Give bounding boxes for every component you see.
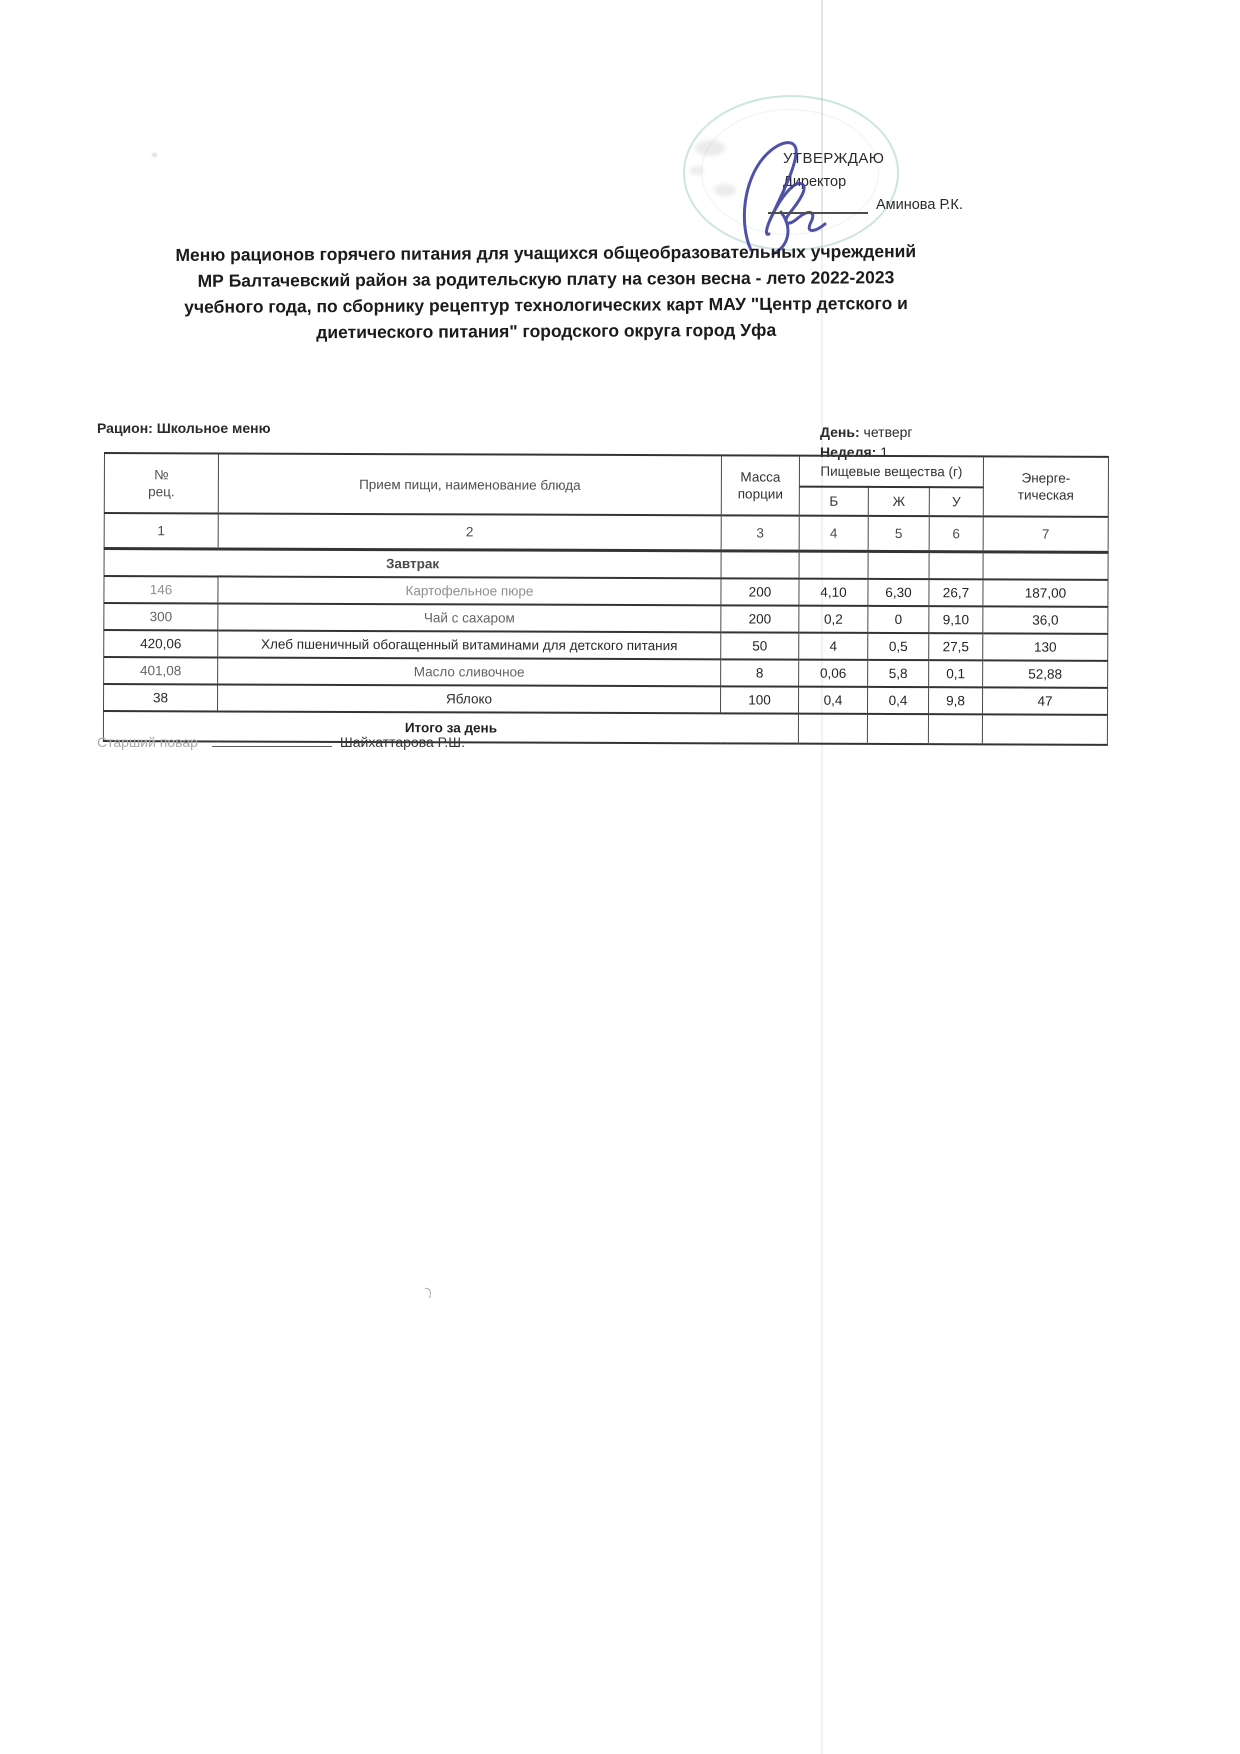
protein-value: 0,06: [799, 660, 868, 687]
recipe-no: 401,08: [104, 657, 218, 684]
chef-signature-block: [97, 734, 465, 750]
carbs-value: 27,5: [929, 633, 983, 660]
col-header-mass: [721, 455, 799, 515]
table-cell-empty: [798, 714, 867, 744]
day-line: [820, 424, 913, 440]
total-label: Итого за день: [103, 711, 798, 744]
col-number-4: 4: [799, 516, 868, 551]
col-header-energy-line2: тическая: [1017, 487, 1074, 503]
approver-name: Аминова Р.К.: [876, 197, 963, 213]
fat-value: 5,8: [868, 660, 929, 687]
fat-value: 0,5: [868, 633, 929, 660]
table-cell-empty: [928, 714, 982, 744]
mass-value: 50: [721, 632, 799, 659]
col-number-1: 1: [104, 513, 218, 548]
ration-line: [97, 420, 271, 436]
table-row: [104, 657, 1108, 688]
recipe-no: 38: [104, 684, 218, 711]
col-header-mass-line2: порции: [737, 486, 783, 502]
protein-value: 4,10: [799, 579, 868, 606]
menu-table-zone: [103, 452, 1108, 746]
carbs-value: 26,7: [929, 579, 983, 606]
energy-value: 130: [983, 633, 1108, 660]
col-header-recipe-no-line1: №: [154, 467, 169, 483]
col-number-5: 5: [868, 516, 929, 551]
week-label: Неделя:: [820, 444, 877, 460]
mass-value: 8: [721, 659, 799, 686]
stamp-smudge: [695, 140, 725, 156]
mass-value: 200: [721, 578, 799, 605]
scan-artifact-mark: [423, 1288, 431, 1299]
stamp-smudge: [690, 166, 704, 175]
col-header-nutrients: Пищевые вещества (г): [799, 456, 983, 488]
recipe-no: 420,06: [104, 630, 218, 657]
signature-line: [768, 196, 868, 214]
chef-role-label: Старший повар: [97, 734, 198, 750]
document-title: [86, 238, 1007, 347]
col-header-recipe-no: [104, 453, 218, 513]
col-header-dish: Прием пищи, наименование блюда: [218, 453, 721, 515]
energy-value: 187,00: [983, 579, 1108, 606]
table-cell-empty: [799, 552, 868, 579]
col-header-fat: Ж: [868, 487, 929, 516]
dish-name: Хлеб пшеничный обогащенный витаминами для детского питания: [218, 630, 721, 659]
col-number-3: 3: [721, 515, 799, 550]
recipe-no: 146: [104, 576, 218, 603]
table-row: [104, 684, 1108, 715]
table-row: [104, 603, 1108, 634]
title-line-4: диетического питания" городского округа город Уфа: [316, 319, 777, 343]
energy-value: 47: [982, 687, 1107, 714]
dish-name: Масло сливочное: [218, 657, 721, 686]
carbs-value: 9,8: [928, 687, 982, 714]
recipe-no: 300: [104, 603, 218, 630]
dish-name: Чай с сахаром: [218, 603, 721, 632]
protein-value: 4: [799, 633, 868, 660]
carbs-value: 9,10: [929, 606, 983, 633]
title-line-2: МР Балтачевский район за родительскую плату на сезон весна - лето 2022-2023: [197, 267, 895, 291]
fat-value: 0,4: [867, 687, 928, 714]
table-cell-empty: [868, 552, 929, 579]
mass-value: 100: [721, 686, 799, 713]
carbs-value: 0,1: [929, 660, 983, 687]
chef-signature-line: [212, 734, 332, 747]
title-line-1: Меню рационов горячего питания для учащихся общеобразовательных учреждений: [175, 241, 917, 265]
col-header-protein: Б: [799, 487, 868, 516]
ration-value: Школьное меню: [156, 420, 271, 436]
col-header-energy: [983, 456, 1108, 516]
section-row: [104, 549, 1108, 580]
day-value: четверг: [863, 424, 913, 440]
mass-value: 200: [721, 605, 799, 632]
approval-role: Директор: [783, 174, 847, 190]
table-row: [104, 630, 1108, 661]
dish-name: Яблоко: [218, 684, 721, 713]
col-header-energy-line1: Энерге-: [1021, 470, 1071, 486]
col-header-carbs: У: [929, 487, 983, 516]
col-header-mass-line1: Масса: [740, 469, 781, 485]
table-cell-empty: [982, 714, 1107, 744]
ration-label: Рацион:: [97, 420, 153, 436]
stamp-smudge: [714, 184, 736, 196]
title-line-3: учебного года, по сборнику рецептур технологических карт МАУ "Центр детского и: [184, 293, 908, 317]
col-number-7: 7: [983, 516, 1108, 551]
fat-value: 6,30: [868, 579, 929, 606]
menu-table-body: [103, 548, 1109, 746]
dish-name: Картофельное пюре: [218, 576, 721, 605]
chef-name: Шайхаттарова Р.Ш.: [339, 734, 465, 750]
table-row: [104, 576, 1108, 607]
section-label: Завтрак: [104, 549, 721, 578]
protein-value: 0,4: [799, 687, 868, 714]
energy-value: 52,88: [983, 660, 1108, 687]
week-value: 1: [880, 444, 888, 460]
fat-value: 0: [868, 606, 929, 633]
scan-artifact-dot: [152, 153, 157, 157]
col-number-6: 6: [929, 516, 983, 551]
col-number-2: 2: [218, 513, 721, 550]
table-cell-empty: [721, 551, 799, 578]
table-cell-empty: [929, 552, 983, 579]
energy-value: 36,0: [983, 606, 1108, 633]
approval-heading: УТВЕРЖДАЮ: [783, 150, 885, 167]
table-cell-empty: [867, 714, 928, 744]
menu-table-header: [104, 452, 1109, 553]
col-header-recipe-no-line2: рец.: [148, 484, 175, 500]
day-label: День:: [820, 424, 860, 440]
protein-value: 0,2: [799, 606, 868, 633]
table-cell-empty: [983, 552, 1108, 579]
